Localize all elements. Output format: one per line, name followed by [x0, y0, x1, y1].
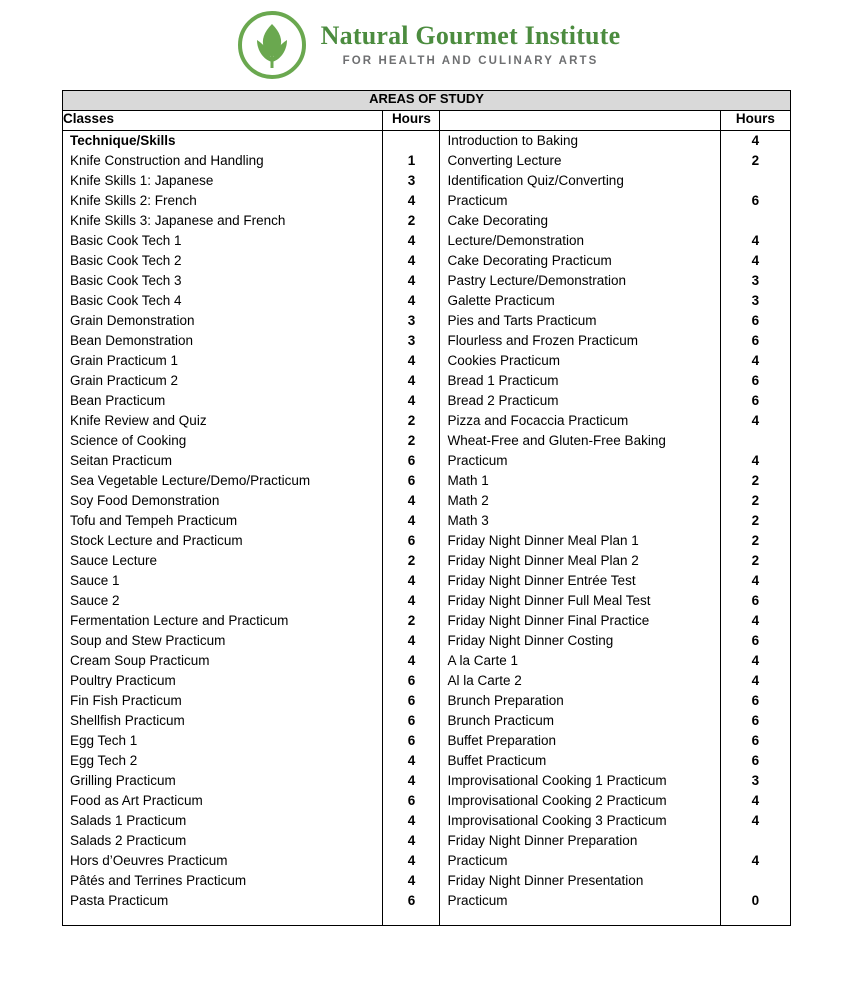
list-item: 2 [407, 553, 416, 568]
list-item: Pastry Lecture/Demonstration [447, 273, 627, 288]
list-item: Wheat-Free and Gluten-Free Baking [447, 433, 666, 448]
list-item: Identification Quiz/Converting [447, 173, 624, 188]
list-item: 4 [407, 753, 416, 768]
list-item: Friday Night Dinner Meal Plan 2 [447, 553, 639, 568]
list-item: Knife Review and Quiz [70, 413, 207, 428]
list-item: 3 [751, 273, 760, 288]
list-item: Shellfish Practicum [70, 713, 185, 728]
list-item: Salads 2 Practicum [70, 833, 187, 848]
list-item: Bread 1 Practicum [447, 373, 559, 388]
list-item: 4 [751, 253, 760, 268]
list-item: Lecture/Demonstration [447, 233, 585, 248]
list-item: Basic Cook Tech 2 [70, 253, 182, 268]
list-item: 2 [407, 413, 416, 428]
list-item: 4 [751, 133, 760, 148]
list-item: Poultry Practicum [70, 673, 176, 688]
list-item: Practicum [447, 893, 508, 908]
list-item: 4 [407, 573, 416, 588]
list-item: 4 [751, 353, 760, 368]
list-item: 6 [751, 393, 760, 408]
list-item: Tofu and Tempeh Practicum [70, 513, 238, 528]
list-item: Bean Practicum [70, 393, 166, 408]
list-item: Practicum [447, 453, 508, 468]
list-item: 6 [407, 473, 416, 488]
list-item: 4 [407, 293, 416, 308]
list-item: Brunch Preparation [447, 693, 564, 708]
list-item: 4 [751, 573, 760, 588]
table-body-row [63, 131, 791, 926]
list-item [721, 831, 790, 851]
list-item: 2 [751, 153, 760, 168]
list-item: 2 [407, 213, 416, 228]
list-item: Friday Night Dinner Preparation [447, 833, 638, 848]
list-item: 4 [407, 833, 416, 848]
list-item: Friday Night Dinner Entrée Test [447, 573, 636, 588]
list-item: Seitan Practicum [70, 453, 173, 468]
list-item: 2 [751, 533, 760, 548]
list-item: 3 [751, 293, 760, 308]
list-item: 4 [407, 273, 416, 288]
list-item: Friday Night Dinner Meal Plan 1 [447, 533, 639, 548]
list-item: Technique/Skills [70, 133, 176, 148]
list-item: 4 [751, 653, 760, 668]
list-item: 4 [751, 413, 760, 428]
list-item: Sea Vegetable Lecture/Demo/Practicum [70, 473, 311, 488]
list-item: Buffet Practicum [447, 753, 547, 768]
left-class-names-cell [63, 131, 383, 926]
list-item: 6 [751, 693, 760, 708]
list-item: Improvisational Cooking 3 Practicum [447, 813, 667, 828]
list-item: Friday Night Dinner Full Meal Test [447, 593, 651, 608]
left-hours-list [383, 131, 439, 911]
list-item: 6 [407, 713, 416, 728]
list-item: 3 [407, 313, 416, 328]
list-item: Bean Demonstration [70, 333, 194, 348]
list-item: 4 [407, 393, 416, 408]
list-item: 2 [407, 613, 416, 628]
list-item [721, 211, 790, 231]
list-item: Pies and Tarts Practicum [447, 313, 597, 328]
list-item: Friday Night Dinner Final Practice [447, 613, 650, 628]
list-item: Knife Construction and Handling [70, 153, 264, 168]
header-classes-left: Classes [63, 111, 383, 131]
list-item: Cake Decorating [447, 213, 549, 228]
list-item: 3 [407, 173, 416, 188]
list-item: A la Carte 1 [447, 653, 519, 668]
list-item: Buffet Preparation [447, 733, 557, 748]
list-item: Basic Cook Tech 4 [70, 293, 182, 308]
list-item: 4 [407, 253, 416, 268]
list-item: Math 1 [447, 473, 489, 488]
list-item: 6 [407, 793, 416, 808]
table-title-row [63, 91, 791, 111]
spacer [63, 911, 382, 925]
institute-tagline: FOR HEALTH AND CULINARY ARTS [342, 55, 599, 68]
list-item: 6 [751, 193, 760, 208]
list-item: 6 [751, 753, 760, 768]
list-item: 4 [407, 853, 416, 868]
list-item: Al la Carte 2 [447, 673, 522, 688]
list-item [721, 171, 790, 191]
list-item: 4 [407, 653, 416, 668]
spacer [721, 911, 790, 925]
list-item: 6 [751, 313, 760, 328]
list-item: 3 [751, 773, 760, 788]
right-class-names-cell [440, 131, 720, 926]
list-item: 1 [407, 153, 416, 168]
list-item: Soup and Stew Practicum [70, 633, 226, 648]
list-item: Fin Fish Practicum [70, 693, 182, 708]
list-item: Friday Night Dinner Costing [447, 633, 614, 648]
list-item: 4 [407, 633, 416, 648]
list-item: 4 [407, 513, 416, 528]
list-item: 6 [751, 373, 760, 388]
list-item: 4 [751, 673, 760, 688]
header-hours-right: Hours [720, 111, 790, 131]
list-item: Grain Demonstration [70, 313, 195, 328]
list-item: Cookies Practicum [447, 353, 561, 368]
list-item: Hors d’Oeuvres Practicum [70, 853, 228, 868]
list-item: Math 3 [447, 513, 489, 528]
right-hours-list [721, 131, 790, 911]
right-class-list [440, 131, 719, 911]
list-item: 6 [751, 633, 760, 648]
list-item: Fermentation Lecture and Practicum [70, 613, 289, 628]
list-item: Sauce 1 [70, 573, 120, 588]
list-item: Egg Tech 1 [70, 733, 138, 748]
list-item: 6 [407, 533, 416, 548]
list-item: 4 [751, 853, 760, 868]
list-item: 4 [407, 193, 416, 208]
list-item: Egg Tech 2 [70, 753, 138, 768]
list-item: 2 [751, 553, 760, 568]
list-item: Converting Lecture [447, 153, 562, 168]
leaf-circle-icon [237, 10, 307, 80]
table-title: AREAS OF STUDY [63, 91, 791, 111]
list-item: Sauce Lecture [70, 553, 158, 568]
left-class-list [63, 131, 382, 911]
list-item: 6 [407, 893, 416, 908]
list-item: 4 [407, 813, 416, 828]
list-item: 2 [751, 493, 760, 508]
list-item: 0 [751, 893, 760, 908]
list-item: Knife Skills 1: Japanese [70, 173, 214, 188]
list-item: Improvisational Cooking 1 Practicum [447, 773, 667, 788]
list-item: 4 [751, 813, 760, 828]
list-item: Pizza and Focaccia Practicum [447, 413, 629, 428]
list-item: Cake Decorating Practicum [447, 253, 612, 268]
header-hours-left: Hours [383, 111, 440, 131]
list-item: Grain Practicum 1 [70, 353, 179, 368]
list-item: Grain Practicum 2 [70, 373, 179, 388]
list-item: 2 [751, 513, 760, 528]
list-item: 4 [751, 453, 760, 468]
list-item: Food as Art Practicum [70, 793, 203, 808]
list-item: 6 [407, 453, 416, 468]
logo-wordmark [321, 22, 621, 68]
list-item: Practicum [447, 853, 508, 868]
list-item: Galette Practicum [447, 293, 555, 308]
list-item: 4 [407, 493, 416, 508]
list-item: 6 [751, 593, 760, 608]
areas-of-study-table [62, 90, 791, 926]
table-header-row [63, 111, 791, 131]
list-item: 4 [407, 773, 416, 788]
list-item: Introduction to Baking [447, 133, 579, 148]
list-item: Pâtés and Terrines Practicum [70, 873, 247, 888]
list-item: Practicum [447, 193, 508, 208]
list-item: Basic Cook Tech 3 [70, 273, 182, 288]
list-item: Sauce 2 [70, 593, 120, 608]
list-item: Knife Skills 3: Japanese and French [70, 213, 286, 228]
list-item: 4 [407, 353, 416, 368]
list-item [721, 431, 790, 451]
list-item: Bread 2 Practicum [447, 393, 559, 408]
spacer [383, 911, 439, 925]
institute-name: Natural Gourmet Institute [320, 20, 621, 50]
list-item: Friday Night Dinner Presentation [447, 873, 644, 888]
spacer [440, 911, 719, 925]
logo-header [0, 0, 857, 88]
list-item: 6 [407, 733, 416, 748]
list-item: Stock Lecture and Practicum [70, 533, 243, 548]
list-item: Grilling Practicum [70, 773, 176, 788]
list-item: Basic Cook Tech 1 [70, 233, 182, 248]
list-item: Math 2 [447, 493, 489, 508]
list-item: Salads 1 Practicum [70, 813, 187, 828]
list-item: 6 [407, 673, 416, 688]
list-item: 3 [407, 333, 416, 348]
list-item: Soy Food Demonstration [70, 493, 220, 508]
list-item: 6 [407, 693, 416, 708]
list-item [383, 131, 439, 151]
header-classes-right [440, 111, 720, 131]
left-hours-cell [383, 131, 440, 926]
list-item: 2 [407, 433, 416, 448]
list-item: Cream Soup Practicum [70, 653, 210, 668]
list-item: Knife Skills 2: French [70, 193, 197, 208]
list-item: 4 [407, 233, 416, 248]
right-hours-cell [720, 131, 790, 926]
list-item: 2 [751, 473, 760, 488]
list-item: 6 [751, 733, 760, 748]
list-item: 4 [407, 373, 416, 388]
list-item: Science of Cooking [70, 433, 187, 448]
list-item: 4 [407, 593, 416, 608]
list-item [721, 871, 790, 891]
list-item: Brunch Practicum [447, 713, 555, 728]
list-item: Improvisational Cooking 2 Practicum [447, 793, 667, 808]
list-item: 4 [751, 793, 760, 808]
list-item: Pasta Practicum [70, 893, 169, 908]
list-item: Flourless and Frozen Practicum [447, 333, 639, 348]
list-item: 4 [407, 873, 416, 888]
list-item: 6 [751, 713, 760, 728]
list-item: 6 [751, 333, 760, 348]
list-item: 4 [751, 613, 760, 628]
list-item: 4 [751, 233, 760, 248]
